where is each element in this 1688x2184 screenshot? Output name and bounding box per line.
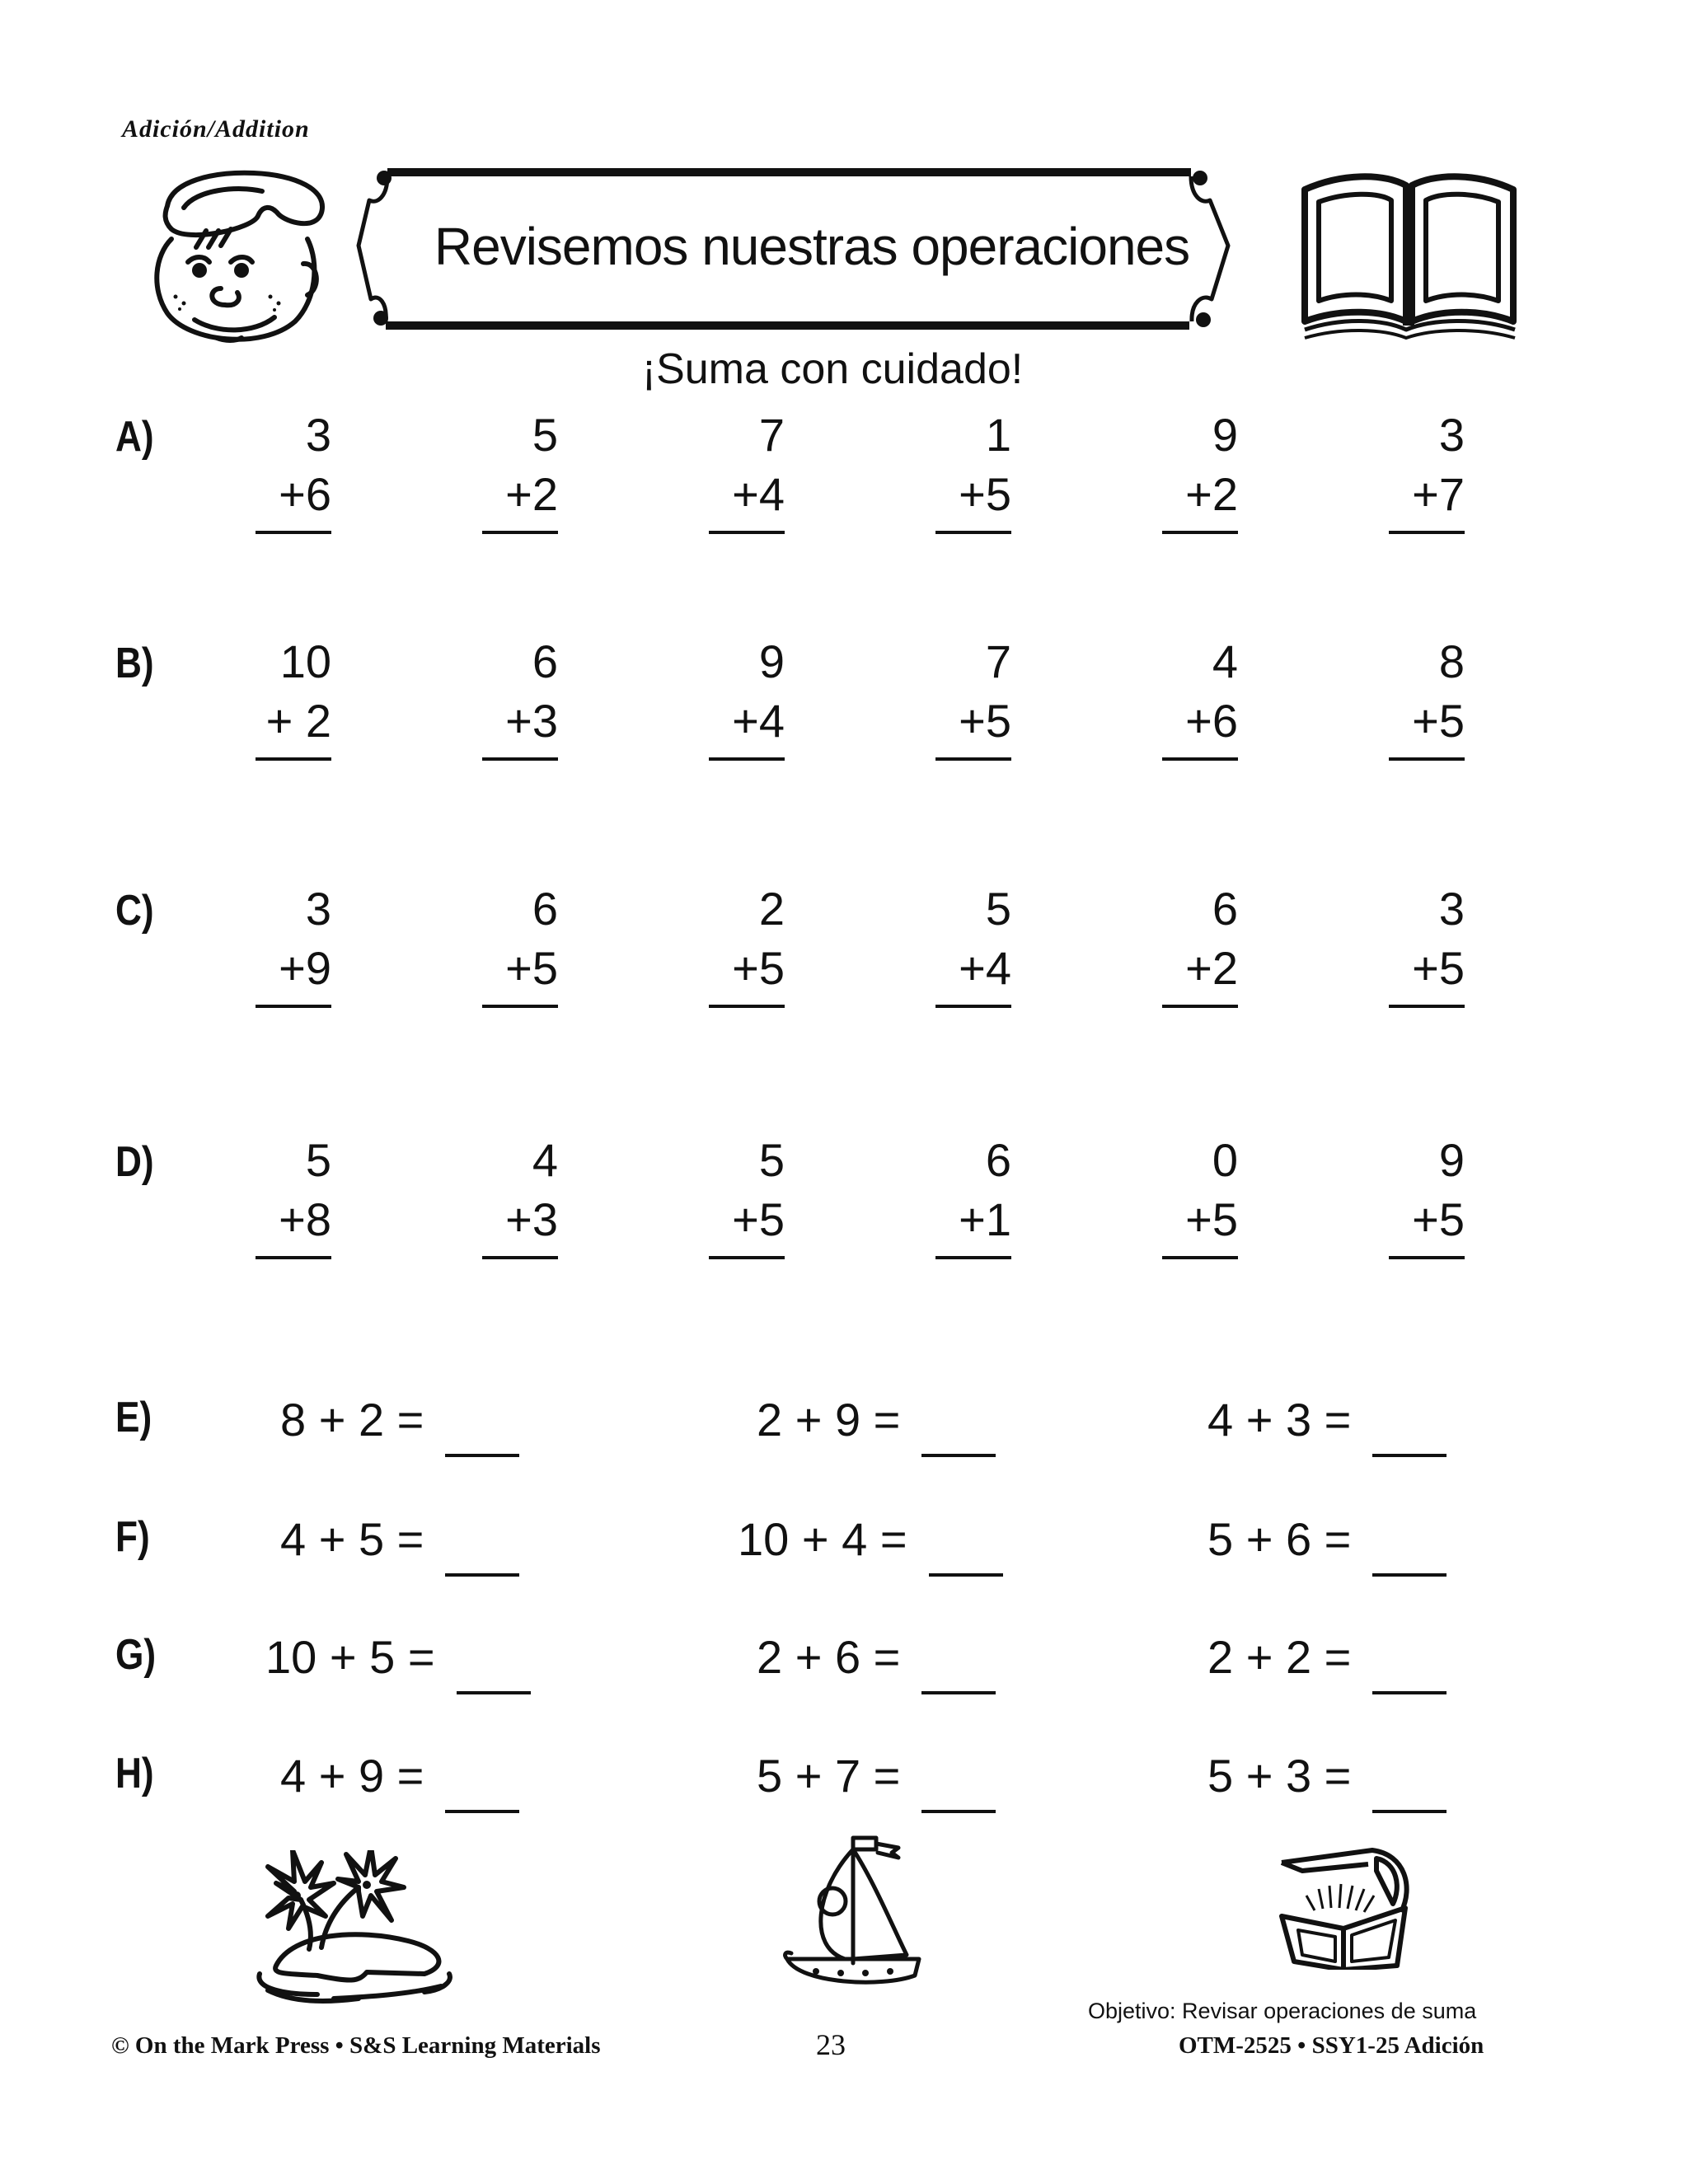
open-book-icon — [1301, 169, 1519, 342]
problem-b6: 8 +5 — [1356, 639, 1471, 761]
subtitle: ¡Suma con cuidado! — [641, 345, 1024, 393]
problem-b5: 4 +6 — [1129, 639, 1245, 761]
problem-c6: 3 +5 — [1356, 886, 1471, 1008]
problem-d1: 5 +8 — [223, 1137, 338, 1259]
problem-g2: 2 + 6 = — [757, 1630, 996, 1694]
problem-a1: 3 +6 — [223, 412, 338, 534]
row-label-c: C) — [115, 887, 154, 935]
problem-a3: 7 +4 — [676, 412, 791, 534]
row-label-f: F) — [115, 1513, 150, 1561]
answer-blank[interactable] — [1372, 1573, 1447, 1577]
problem-c4: 5 +4 — [903, 886, 1018, 1008]
problem-b1: 10 + 2 — [223, 639, 338, 761]
row-label-h: H) — [115, 1750, 154, 1797]
answer-line — [1162, 1005, 1238, 1008]
answer-blank[interactable] — [445, 1454, 519, 1457]
problem-e2: 2 + 9 = — [757, 1393, 996, 1457]
treasure-chest-icon — [1273, 1838, 1422, 1970]
problem-d5: 0 +5 — [1129, 1137, 1245, 1259]
answer-line — [256, 1005, 331, 1008]
boy-face-with-goggles-icon — [138, 165, 336, 350]
answer-line — [935, 1256, 1011, 1259]
row-label-d: D) — [115, 1138, 154, 1186]
row-label-a: A) — [115, 413, 154, 461]
answer-line — [482, 531, 558, 534]
problem-e1: 8 + 2 = — [280, 1393, 519, 1457]
answer-line — [709, 531, 785, 534]
copyright: © On the Mark Press • S&S Learning Materials — [111, 2032, 601, 2059]
problem-h2: 5 + 7 = — [757, 1749, 996, 1813]
problem-c5: 6 +2 — [1129, 886, 1245, 1008]
answer-blank[interactable] — [929, 1573, 1003, 1577]
row-label-b: B) — [115, 640, 154, 687]
answer-line — [1162, 757, 1238, 761]
sailboat-icon — [783, 1831, 931, 1996]
answer-line — [1389, 1256, 1465, 1259]
row-label-g: G) — [115, 1631, 157, 1679]
answer-line — [709, 757, 785, 761]
answer-line — [1389, 531, 1465, 534]
answer-line — [1389, 1005, 1465, 1008]
answer-line — [482, 1256, 558, 1259]
problem-a4: 1 +5 — [903, 412, 1018, 534]
section-tag: Adición/Addition — [122, 115, 310, 143]
answer-line — [482, 757, 558, 761]
problem-a6: 3 +7 — [1356, 412, 1471, 534]
problem-c3: 2 +5 — [676, 886, 791, 1008]
answer-line — [935, 1005, 1011, 1008]
answer-line — [256, 531, 331, 534]
page-number: 23 — [816, 2028, 846, 2061]
problem-d6: 9 +5 — [1356, 1137, 1471, 1259]
objective-text: Objetivo: Revisar operaciones de suma — [1088, 1999, 1477, 2023]
answer-blank[interactable] — [445, 1810, 519, 1813]
answer-line — [482, 1005, 558, 1008]
problem-c1: 3 +9 — [223, 886, 338, 1008]
problem-d3: 5 +5 — [676, 1137, 791, 1259]
answer-line — [1162, 531, 1238, 534]
answer-blank[interactable] — [921, 1691, 996, 1694]
answer-blank[interactable] — [1372, 1810, 1447, 1813]
answer-line — [935, 757, 1011, 761]
product-code: OTM-2525 • SSY1-25 Adición — [1179, 2032, 1484, 2059]
answer-blank[interactable] — [445, 1573, 519, 1577]
problem-e3: 4 + 3 = — [1207, 1393, 1447, 1457]
problem-d4: 6 +1 — [903, 1137, 1018, 1259]
answer-line — [709, 1256, 785, 1259]
problem-b4: 7 +5 — [903, 639, 1018, 761]
problem-h1: 4 + 9 = — [280, 1749, 519, 1813]
page-title: Revisemos nuestras operaciones — [434, 217, 1190, 276]
palm-tree-island-icon — [243, 1850, 474, 2007]
problem-f1: 4 + 5 = — [280, 1512, 519, 1577]
answer-blank[interactable] — [921, 1810, 996, 1813]
problem-a2: 5 +2 — [449, 412, 565, 534]
problem-b2: 6 +3 — [449, 639, 565, 761]
row-label-e: E) — [115, 1394, 152, 1441]
problem-g1: 10 + 5 = — [265, 1630, 531, 1694]
problem-f3: 5 + 6 = — [1207, 1512, 1447, 1577]
problem-c2: 6 +5 — [449, 886, 565, 1008]
problem-f2: 10 + 4 = — [738, 1512, 1003, 1577]
problem-b3: 9 +4 — [676, 639, 791, 761]
answer-line — [256, 1256, 331, 1259]
answer-blank[interactable] — [1372, 1691, 1447, 1694]
problem-g3: 2 + 2 = — [1207, 1630, 1447, 1694]
answer-blank[interactable] — [1372, 1454, 1447, 1457]
problem-h3: 5 + 3 = — [1207, 1749, 1447, 1813]
answer-line — [935, 531, 1011, 534]
answer-line — [1162, 1256, 1238, 1259]
problem-d2: 4 +3 — [449, 1137, 565, 1259]
answer-line — [256, 757, 331, 761]
answer-line — [709, 1005, 785, 1008]
answer-line — [1389, 757, 1465, 761]
answer-blank[interactable] — [921, 1454, 996, 1457]
answer-blank[interactable] — [457, 1691, 531, 1694]
problem-a5: 9 +2 — [1129, 412, 1245, 534]
